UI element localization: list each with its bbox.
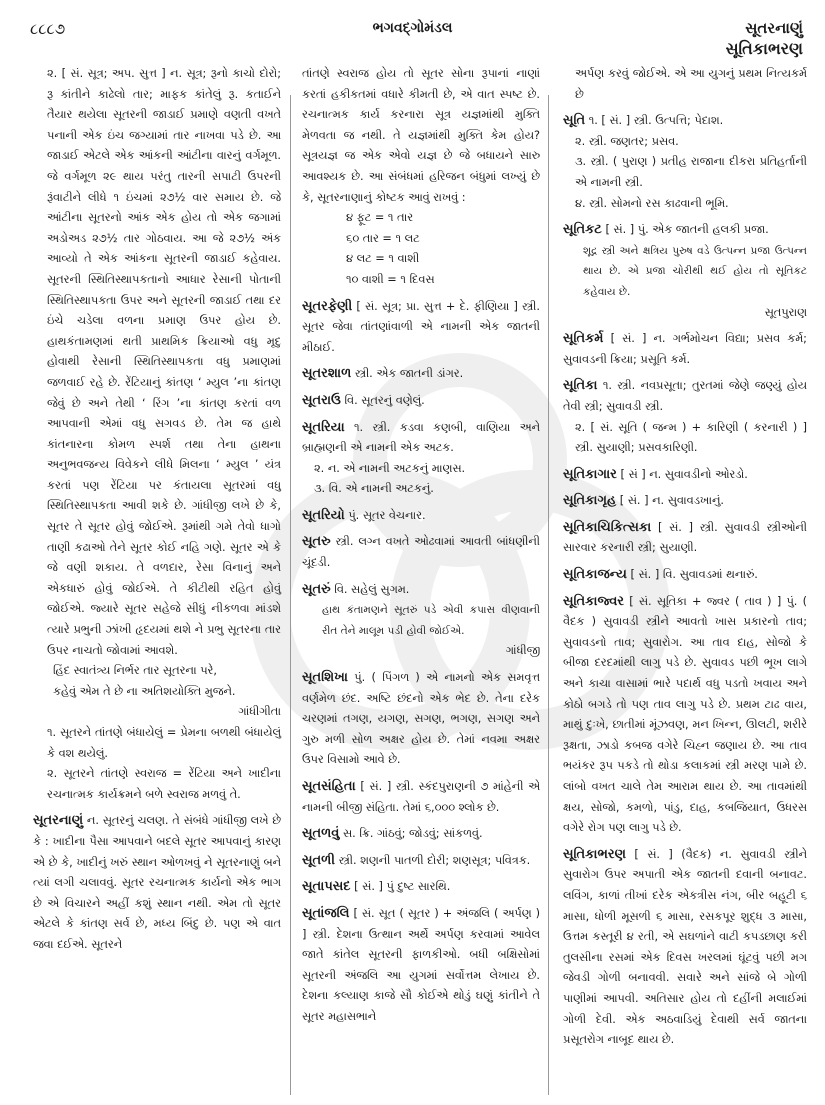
entry-headword: સૂતિકાગાર [563,466,617,482]
page-number: ૮૮૮૭ [30,20,66,38]
entry-headword: સૂતશિખા [302,670,348,686]
entry-headword: સૂતરાઉ [302,392,341,408]
dictionary-entry [302,904,540,1028]
dictionary-entry [302,777,540,818]
entry-sense: ૩. વિ. એ નામની અટકનું. [314,482,434,496]
entry-definition: [ સં. ] (વૈદક) ન. સુવાવડી સ્ત્રીને સુવારોગ ઉપર અપાતી એક જાતની દવાની બનાવટ. લવિંગ, કાળાં તીખાં દરેક એકત્રીસ નંગ, બીર બહૂટી ૬ માસા, ધોળી મૂસળી ૬ માસા, રસકપૂર શુદ્ધ ૩ માસા, ઉત્તમ કસ્તૂરી ૪ રતી, એ સઘળાંને વાટી કપડછાણ કરી તુલસીના રસમાં એક દિવસ ખરલમાં ઘૂંટવું પછી મગ જેવડી ગોળી બનાવવી. સવારે અને સાંજે બે ગોળી પાણીમાં આપવી. અતિસાર હોય તો દહીંની મલાઈમાં ગોળી દેવી. એક અઠવાડિયું દેવાથી સર્વ જાતના પ્રસૂતરોગ નાબૂદ થાય છે. [563,847,807,1047]
dictionary-entry [302,506,540,527]
dictionary-entry [563,565,807,586]
dictionary-entry [302,364,540,385]
entry-definition: ન. સૂતરનું ચલણ. તે સંબંધે ગાંધીજી લખે છે કે : ખાદીના પૈસા આપવાને બદલે સૂતર આપવાનું કારણ એ છે કે, ખાદીનું ખરું સ્થાન ઓળખવું ને સૂતરનાણું બને ત્યાં લગી ચલાવવું. સૂતર રચનાત્મક કાર્યનો એક ભાગ છે એ વિચારને અહીં કશું સ્થાન નથી. એમ તો સૂતર એટલે કે કાંતણ સર્વ છે, મધ્ય બિંદુ છે. પણ એ વાત જવા દઈએ. સૂતરને [33,814,281,951]
entry-definition: પું. ( પિંગળ ) એ નામનો એક સમવૃત્ત વર્ણમેળ છંદ. અષ્ટિ છંદનો એક ભેદ છે. તેના દરેક ચરણમાં તગણ, યગણ, સગણ, ભગણ, સગણ અને ગુરુ મળી સોળ અક્ષર હોય છે. તેમાં નવમા અક્ષર ઉપર વિસામો આવે છે. [302,671,541,767]
entry-sense: ૨. સ્ત્રી. જણતર; પ્રસવ. [575,134,679,148]
dictionary-entry [302,580,540,662]
table-row: ૪ ફૂટ = ૧ તાર [346,211,414,225]
dictionary-entry [33,811,281,955]
entry-headword: સૂતળવું [302,826,340,842]
entry-headword: સૂતરું [302,581,331,597]
entry-headword: સૂતરફેણી [302,298,353,314]
dictionary-entry [302,297,540,359]
verse-source: ગાંધીગીતા [238,705,281,719]
continuation-text: તાંતણે સ્વરાજ હોય તો સૂતર સોના રૂપાનાં નાણાં કરતાં હકીકતમાં વધારે કીમતી છે, એ વાત સ્પષ્ટ છે. રચનાત્મક કાર્ય કરનારા સૂત્ર યજ્ઞમાંથી મુક્તિ મેળવતા જ નથી. તે યજ્ઞમાંથી મુક્તિ કેમ હોય? સૂત્રયજ્ઞ જ એક એવો યજ્ઞ છે જે બધાયને સારુ આવશ્યક છે. આ સંબંધમાં હરિજન બંધુમાં લખ્યું છે કે, સૂતરનાણાનું કોષ્ટક આવું રાખવું : [302,67,540,204]
entry-headword: સૂતરિયા [302,419,345,435]
dictionary-entry [563,465,807,486]
entry-sense: ૨. [ સં. સૂતિ ( જન્મ ) + કારિણી ( કરનારી ) ] સ્ત્રી. સુયાણી; પ્રસવકારિણી. [575,420,807,455]
verse-line: કહેવું એમ તે છે ના અતિશયોક્તિ મુજને. [53,684,236,698]
entry-headword: સૂતિ [563,113,586,129]
entry-definition: [ સં. ] સ્ત્રી. સુવાવડી સ્ત્રીઓની સારવાર કરનારી સ્ત્રી; સુયાણી. [563,520,808,555]
entry-definition: વિ. સૂતરનું વણેલું. [344,393,425,407]
column-left [33,64,281,956]
dictionary-entry [563,845,807,1051]
dictionary-entry [563,329,807,370]
entry-headword: સૂતસંહિતા [302,779,356,794]
entry-headword: સૂતિકાગૃહ [563,493,617,509]
entry-definition: [ સં. ] પું દુષ્ટ સારથિ. [354,880,451,894]
definition-sense-2: ૨. [ સં. સૂત્ર; અપ. સુત્ત ] ન. સૂત્ર; રૂનો કાચો દોરો; રૂ કાંતીને કાઢેલો તાર; માફક કાંતેલું રૂ. કતાઈને તૈયાર થયેલા સૂતરની જાડાઈ પ્રમાણે વણતી વખતે પનાની એક ઇંચ જગ્યામાં તાર નાખવા પડે છે. આ જાડાઈ એટલે એક આંકની આંટીના વારનું વર્ગમૂળ. જે વર્ગમૂળ ૨૯ થાય પરંતુ તારની સપાટી ઉપરની રૂંવાટીને લીધે ૧ ઇંચમાં ૨૭½ વાર સમાય છે. જે આંટીના સૂતરનો આંક એક હોય તો એક જગામાં અડોઅડ ૨૭½ તાર ગોઠવાય. આ જે ૨૭½ અંક આવ્યો તે એક આંકના સૂતરની જાડાઈ કહેવાય. સૂતરની સ્થિતિસ્થાપકતાનો આધાર રેસાની પોતાની સ્થિતિસ્થાપકતા ઉપર અને સૂતરની જાડાઈ તથા દર ઇંચે ચડેલા વળના પ્રમાણ ઉપર હોય છે. હાથકંતામણમાં થતી પ્રાથમિક ક્રિયાઓ વધુ મૃદુ હોવાથી રેસાની સ્થિતિસ્થાપકતા વધુ પ્રમાણમાં જળવાઈ રહે છે. રેંટિયાનું કાંતણ ‘ મ્યુલ ’ના કાંતણ જેવું છે અને તેથી ‘ રિંગ ’ના કાંતણ કરતાં વળ આપવાની એમાં વધુ સગવડ છે. તેમ જ હાથે કાંતનારના કોમળ સ્પર્શ તથા તેના હાથના અનુભવજન્ય વિવેકને લીધે મિલના ‘ મ્યુલ ’ યંત્ર કરતાં પણ રેંટિયા પર કંતાયલા સૂતરમાં વધુ સ્થિતિસ્થાપકતા આવી શકે છે. ગાંધીજી લખે છે કે, સૂતર તે સૂતર હોવું જોઈએ. રૂમાંથી ગમે તેવો ધાગો તાણી કઢાઓ તેને સૂતર કોઈ નહિ ગણે. સૂતર એ કે જે વણી શકાય. તે વળદાર, રેસા વિનાનું અને એકધારું હોવું જોઈએ. તે કીટીથી રહિત હોવું જોઈએ. જ્યારે સૂતર સહેજે સીધું નીકળવા માંડશે ત્યારે પ્રભુની ઝાંખી હૃદયમાં થશે ને પ્રભુ સૂતરના તાર ઉપર નાચતો જોવામાં આવશે. [47,67,281,657]
continuation-text: અર્પણ કરવું જોઈએ. એ આ યુગનું પ્રથમ નિત્યકર્મ છે [575,67,807,101]
entry-headword: સૂતાપસદ [302,879,351,895]
column-divider [548,95,549,1095]
dictionary-entry [302,418,540,500]
guide-word-first: સૂતરનાણું [745,19,803,37]
entry-definition: [ સં. ] વિ. સુવાવડમાં થનારું. [630,568,758,582]
page-header [0,0,825,62]
entry-headword: સૂતરશાળ [302,366,352,382]
column-right [563,64,807,1051]
entry-sense: ૨. ન. એ નામની અટકનું માણસ. [314,461,466,475]
dictionary-entry [302,877,540,898]
entry-definition: સ્ત્રી. લગ્ન વખતે ઓઢવામાં આવતી બાંધણીની ચૂંદડી. [302,535,540,570]
entry-definition: સ. ક્રિ. ગાંઠવું; જોડવું; સાંકળવું. [342,827,483,841]
dictionary-entry [563,376,807,458]
idiom: ૨. સૂતરને તાંતણે સ્વરાજ = રેંટિયા અને ખાદીના રચનાત્મક કાર્યક્રમને બળે સ્વરાજ મળવું તે. [47,767,281,801]
usage-quote: શૂદ્ર સ્ત્રી અને ક્ષત્રિય પુરુષ વડે ઉત્પન્ન પ્રજા ઉત્પન્ન થાય છે. એ પ્રજા ચોરીથી થઈ હોય તો સૂતિકટ કહેવાય છે. [583,244,807,298]
entry-headword: સૂતિકા [563,378,598,394]
entry-sense: ૩. સ્ત્રી. ( પુરાણ ) પ્રતીહ રાજાના દીકરા પ્રતિહર્તાની એ નામની સ્ત્રી. [575,155,807,189]
entry-definition: [ સં ] ન. સુવાવડીનો ઓરડો. [620,467,748,481]
entry-headword: સૂતળી [302,852,336,868]
dictionary-entry [563,111,807,214]
entry-definition: સ્ત્રી. એક જાતની ડાંગર. [354,367,464,381]
entry-definition: [ સં. સૂતિકા + જ્વર ( તાવ ) ] પું. ( વૈદક ) સુવાવડી સ્ત્રીને આવતો ખાસ પ્રકારનો તાવ; સુવાવડનો તાવ; સુવારોગ. આ તાવ દાહ, સોજો કે બીજા દરદમાંથી લાગુ પડે છે. સુવાવડ પછી ભૂખ લાગે અને કાચા વાસામાં ભારે પદાર્થ વધુ પડતો ખવાય અને કોઠો બગડે તો પણ તાવ લાગુ પડે છે. પ્રથમ ટાઢ વાય, માથું દુઃખે, છાતીમાં મૂંઝવણ, મન ખિન્ન, ઊલટી, શરીરે રૂક્ષતા, ઝાડો કબજ વગેરે ચિહ્ન જણાય છે. આ તાવ ભયંકર રૂપ પકડે તો થોડા કલાકમાં સ્ત્રી મરણ પામે છે. લાંબો વખત ચાલે તેમ આરામ થાય છે. આ તાવમાંથી ક્ષય, સોજો, કમળો, પાંડુ, દાહ, કબજિયાત, ઉધરસ વગેરે રોગ પણ લાગુ પડે છે. [563,594,808,835]
guide-words [726,18,803,60]
guide-word-last: સૂતિકાભરણ [725,39,803,58]
column-divider [290,95,291,1095]
entry-definition: વિ. સહેલું સુગમ. [334,582,410,596]
entry-headword: સૂતિકાચિકિત્સકા [563,519,652,535]
entry-definition: સ્ત્રી. શણની પાતળી દોરી; શણસૂત્ર; પવિત્રક. [338,853,531,867]
entry-headword: સૂતરનાણું [33,813,84,829]
table-row: ૪ લટ = ૧ વાશી [346,252,420,266]
dictionary-entry [563,592,807,839]
entry-definition: [ સં. ] પું. એક જાતની હલકી પ્રજા. [605,223,769,237]
entry-definition: [ સં. સૂત્ર; પ્રા. સુત્ત + દે. ફીણિયા ] સ્ત્રી. સૂતર જેવા તાંતણાંવાળી એ નામની એક જાતની મીઠાઈ. [302,299,541,354]
entry-headword: સૂતિકર્મ [563,331,604,347]
entry-headword: સૂતાંજલિ [302,905,350,921]
dictionary-entry [563,491,807,512]
entry-definition: [ સં. ] સ્ત્રી. સ્કંદપુરાણની ૭ માંહેની એ નામની બીજી સંહિતા. તેમાં ૬,૦૦૦ શ્લોક છે. [302,780,541,814]
dictionary-entry [563,518,807,559]
verse-line: હિંદ સ્વાતંત્ર્ય નિર્ભર તાર સૂતરના પરે, [53,664,217,678]
dictionary-entry [302,824,540,845]
dictionary-entry [563,220,807,323]
entry-headword: સૂતિકાજ્વર [563,593,625,609]
dictionary-entry [302,391,540,412]
entry-definition: ૧. સ્ત્રી. નવપ્રસૂતા; તુરતમાં જેણે જણ્યું હોય તેવી સ્ત્રી; સુવાવડી સ્ત્રી. [563,379,807,413]
column-middle [302,64,540,1028]
quote-source: સૂતપુરાણ [764,305,807,319]
dictionary-entry [302,668,540,771]
entry-headword: સૂતરુ [302,534,331,550]
entry-sense: ૪. સ્ત્રી. સોમનો રસ કાઢવાની ભૂમિ. [575,196,729,210]
usage-quote: હાથ કંતામણને સૂતરું પડે એવી કપાસ વીણવાની રીત તેને માલૂમ પડી હોવી જોઈએ. [322,604,540,637]
entry-headword: સૂતરિયો [302,507,345,523]
entry-definition: ૧. [ સં. ] સ્ત્રી. ઉત્પત્તિ; પેદાશ. [588,114,724,128]
idiom: ૧. સૂતરને તાંતણે બંધાયેલું = પ્રેમના બળથી બંધાયેલું કે વશ થયેલું. [47,726,281,760]
entry-definition: [ સં. ] ન. સુવાવડખાનું. [619,494,724,508]
entry-headword: સૂતિકટ [563,222,602,238]
table-row: ૧૦ વાશી = ૧ દિવસ [346,272,435,286]
entry-headword: સૂતિકાજન્ય [563,567,627,583]
dictionary-entry [302,851,540,872]
table-row: ૬૦ તાર = ૧ લટ [346,231,420,245]
entry-definition: ૧. સ્ત્રી. કડવા કણબી, વાણિયા અને બ્રાહ્મણની એ નામની એક અટક. [302,420,540,455]
entry-headword: સૂતિકાભરણ [563,846,626,862]
book-title: ભગવદ્ગોમંડલ [372,20,453,36]
quote-source: ગાંધીજી [505,644,540,658]
entry-definition: [ સં. ] ન. ગર્ભમોચન વિદ્યા; પ્રસવ કર્મ; સુવાવડની ક્રિયા; પ્રસૂતિ કર્મ. [563,332,807,366]
entry-definition: [ સં. સૂત ( સૂતર ) + અંજલિ ( અર્પણ ) ] સ્ત્રી. દેશના ઉત્થાન અર્થે અર્પણ કરવામાં આવેલ જાતે કાંતેલ સૂતરની ફાળકીઓ. બધી બક્ષિસોમાં સૂતરની અંજલિ આ યુગમાં સર્વોત્તમ લેખાય છે. દેશના કલ્યાણ કાજે સૌ કોઈએ થોડું ઘણું કાંતીને તે સૂતર મહાસભાને [302,906,541,1023]
dictionary-entry [302,532,540,573]
entry-definition: પું. સૂતર વેચનાર. [348,508,426,522]
